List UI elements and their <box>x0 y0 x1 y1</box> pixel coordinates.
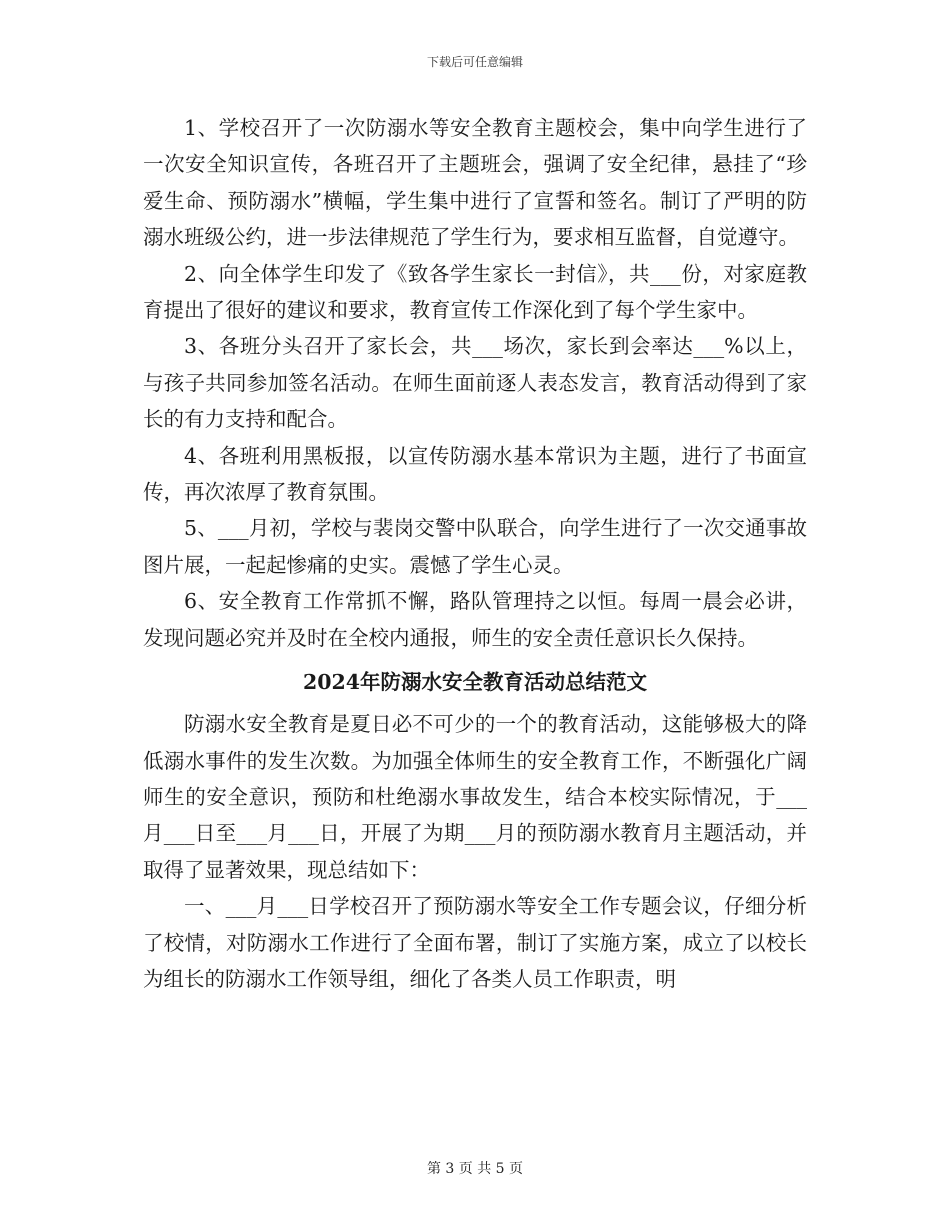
paragraph-2: 2、向全体学生印发了《致各学生家长一封信》，共___份，对家庭教育提出了很好的建议和要求，教育宣传工作深化到了每个学生家中。 <box>143 261 807 323</box>
paragraph-4: 4、各班利用黑板报，以宣传防溺水基本常识为主题，进行了书面宣传，再次浓厚了教育氛围。 <box>143 443 807 505</box>
section-paragraph-2: 一、___月___日学校召开了预防溺水等安全工作专题会议，仔细分析了校情，对防溺水工作进行了全面布署，制订了实施方案，成立了以校长为组长的防溺水工作领导组，细化了各类人员工作职责，明 <box>143 894 807 991</box>
document-body <box>143 110 807 997</box>
paragraph-5: 5、___月初，学校与裴岗交警中队联合，向学生进行了一次交通事故图片展，一起起惨痛的史实。震憾了学生心灵。 <box>143 516 807 577</box>
page-number: 第 3 页 共 5 页 <box>426 1161 524 1177</box>
paragraph-3: 3、各班分头召开了家长会，共___场次，家长到会率达___%以上，与孩子共同参加签名活动。在师生面前逐人表态发言，教育活动得到了家长的有力支持和配合。 <box>143 334 807 432</box>
paragraph-1: 1、学校召开了一次防溺水等安全教育主题校会，集中向学生进行了一次安全知识宣传，各班召开了主题班会，强调了安全纪律，悬挂了“珍爱生命、预防溺水”横幅，学生集中进行了宣誓和签名。制订了严明的防溺水班级公约，进一步法律规范了学生行为，要求相互监督，自觉遵守。 <box>143 116 807 250</box>
header-note: 下载后可任意编辑 <box>426 55 523 69</box>
paragraph-6: 6、安全教育工作常抓不懈，路队管理持之以恒。每周一晨会必讲，发现问题必究并及时在全校内通报，师生的安全责任意识长久保持。 <box>143 589 807 650</box>
section-title: 2024年防溺水安全教育活动总结范文 <box>302 670 648 695</box>
section-paragraph-1: 防溺水安全教育是夏日必不可少的一个的教育活动，这能够极大的降低溺水事件的发生次数。为加强全体师生的安全教育工作，不断强化广阔师生的安全意识，预防和杜绝溺水事故发生，结合本校实际情况，于___月___日至___月___日，开展了为期___月的预防溺水教育月主题活动，并取得了显著效果，现总结如下： <box>143 712 807 882</box>
